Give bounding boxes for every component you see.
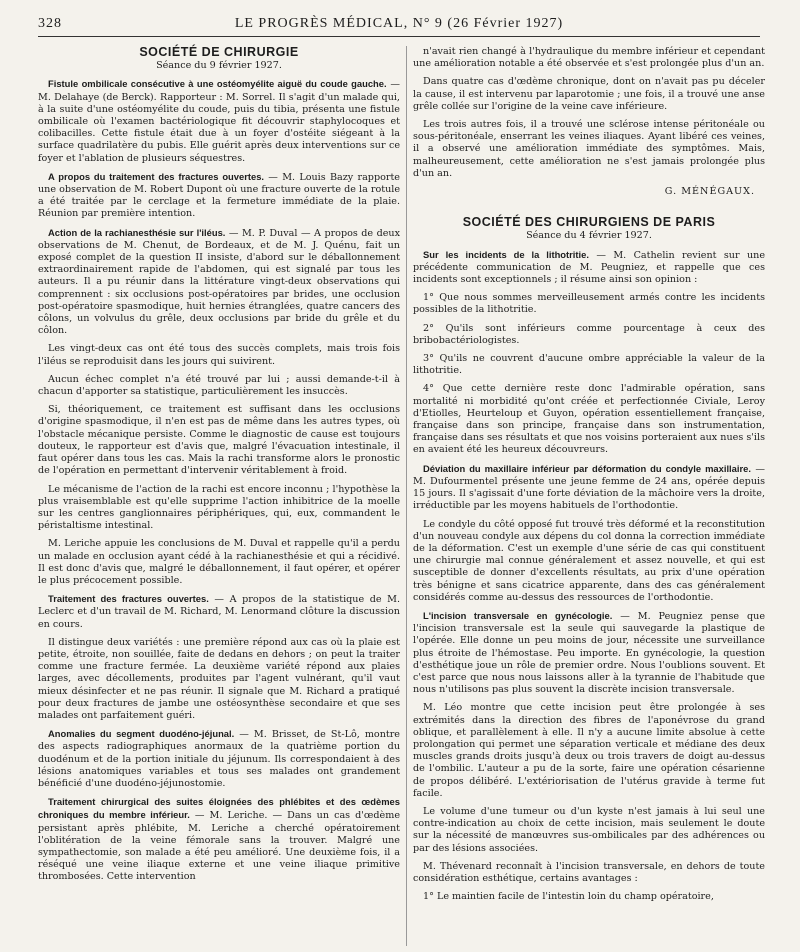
paragraph-text: — M. Dufourmentel présente une jeune femme de 24 ans, opérée depuis 15 jours. Il s'agissait d'une forte déviation de la mâchoire vers la droite, irréductible par les moyens habituels de l'orthodontie.: [413, 463, 765, 512]
paragraph: [38, 227, 400, 338]
paragraph: [38, 538, 400, 587]
paragraph-text: 2° Qu'ils sont inférieurs comme pourcentage à ceux des bribobactériologistes.: [413, 322, 765, 346]
paragraph-text: 4° Que cette dernière reste donc l'admirable opération, sans mortalité ni morbidité qu'ont créée et perfectionnée Civiale, Leroy d'Etiolles, Heurteloup et Guyon, opération essentiellement française, française dans son principe, française dans son instrumentation, française dans ses résultats et que nos voisins porteraient aux nues s'ils en avaient été les heureux découvreurs.: [413, 383, 765, 456]
paragraph: [38, 78, 400, 164]
paragraph: [413, 806, 765, 855]
paragraph-text: Il distingue deux variétés : une première répond aux cas où la plaie est petite, étroite, non souillée, faite de dedans en dehors ; on peut la traiter comme une fracture fermée. La deuxième variété répond aux plaies larges, avec décollements, produites par l'agent vulnérant, qu'il vaut mieux désinfecter et ne pas réunir. Il signale que M. Richard a pratiqué pour deux fractures de jambe une ostéosynthèse secondaire et que ses malades ont parfaitement guéri.: [38, 636, 400, 721]
page-number: 328: [38, 16, 62, 31]
paragraph: [413, 119, 765, 180]
paragraph-heading: Traitement des fractures ouvertes.: [48, 593, 209, 605]
paragraph-text: M. Thévenard reconnaît à l'incision transversale, en dehors de toute considération esthétique, certains avantages :: [413, 860, 765, 884]
column-divider: [406, 46, 407, 946]
paragraph-text: Le volume d'une tumeur ou d'un kyste n'est jamais à lui seul une contre-indication au choix de cette incision, mais seulement le doute sur la nécessité de manœuvres sus-ombilicales par des adhérences ou par des lésions associées.: [413, 805, 765, 854]
running-header: [38, 12, 760, 37]
paragraph: [38, 374, 400, 398]
paragraph-heading: Traitement chirurgical des suites éloignées des phlébites et des œdèmes chroniques du membre inférieur.: [38, 796, 400, 821]
paragraph: [413, 383, 765, 456]
paragraph-text: Le mécanisme de l'action de la rachi est encore inconnu ; l'hypothèse la plus vraisemblable est qu'elle supprime l'action inhibitrice de la moelle sur les centres ganglionnaires périphériques, qui, eux, commandent le péristaltisme intestinal.: [38, 483, 400, 532]
paragraph-text: — M. Cathelin revient sur une précédente communication de M. Peugniez, et rappelle que ces incidents sont exceptionnels ; il résume ainsi son opinion :: [413, 249, 765, 286]
paragraph-text: Le condyle du côté opposé fut trouvé très déformé et la reconstitution d'un nouveau condyle aux dépens du col donna la correction immédiate de la déformation. C'est un exemple d'une série de cas qui constituent une chirurgie mal connue généralement et assez nouvelle, et qui est susceptible de donner d'excellents résultats, au prix d'une opération très bénigne et sans cicatrice apparente, dans des cas généralement considérés comme au-dessus des ressources de l'orthodontie.: [413, 518, 765, 603]
paragraph-heading: L'incision transversale en gynécologie.: [423, 609, 613, 621]
paragraph-heading: Sur les incidents de la lithotritie.: [423, 248, 589, 260]
section-date-chirurgiens-paris: Séance du 4 février 1927.: [526, 230, 652, 242]
paragraph: [413, 353, 765, 377]
paragraph-text: Les vingt-deux cas ont été tous des succès complets, mais trois fois l'iléus se reproduisit dans les jours qui suivirent.: [38, 343, 400, 367]
section-title-chirurgiens-paris: SOCIÉTÉ DES CHIRURGIENS DE PARIS: [462, 215, 716, 230]
paragraph-text: — M. Peugniez pense que l'incision transversale est la seule qui sauvegarde la plastique de l'opérée. Elle donne un peu moins de jour, nécessite une surveillance plus étroite de l'hémostase. Peu importe. En gynécologie, la question d'esthétique joue un rôle de premier ordre. Nous l'oublions souvent. Et c'est parce que nous nous laissons aller à la tyrannie de l'habitude que nous n'utilisons pas plus souvent la discrète incision transversale.: [413, 610, 765, 696]
paragraph-text: Les trois autres fois, il a trouvé une sclérose intense péritonéale ou sous-péritonéale, enserrant les veines iliaques. Ayant libéré ces veines, il a observé une amélioration immédiate des symptômes. Mais, malheureusement, cette amélioration ne s'est jamais prolongée plus d'un an.: [413, 119, 765, 179]
section-date-chirurgie: Séance du 9 février 1927.: [156, 60, 282, 72]
paragraph: [38, 404, 400, 477]
paragraph-text: n'avait rien changé à l'hydraulique du membre inférieur et cependant une amélioration notable a été observée et s'est prolongée plus d'un an.: [413, 46, 765, 70]
journal-title: LE PROGRÈS MÉDICAL, N° 9 (26 Février 1927): [234, 16, 564, 31]
paragraph: [413, 861, 765, 885]
paragraph-heading: Déviation du maxillaire inférieur par déformation du condyle maxillaire.: [423, 462, 751, 474]
paragraph-text: — M. Leriche. — Dans un cas d'œdème persistant après phlébite, M. Leriche a cherché opératoirement l'oblitération de la veine fémorale sans la trouver. Malgré une sympathectomie, son malade a été peu amélioré. Une deuxième fois, il a réséqué une veine iliaque externe et une veine iliaque primitive thrombosées. Cette intervention: [38, 810, 400, 883]
paragraph: [413, 610, 765, 696]
paragraph: [413, 323, 765, 347]
paragraph: [38, 728, 400, 790]
paragraph: [413, 76, 765, 113]
paragraph: [38, 484, 400, 533]
paragraph: [413, 292, 765, 316]
paragraph-text: Aucun échec complet n'a été trouvé par lui ; aussi demande-t-il à chacun d'apporter sa statistique, particulièrement les insuccès.: [38, 373, 400, 398]
paragraph: [38, 343, 400, 367]
paragraph: [413, 463, 765, 513]
left-column: [38, 46, 400, 890]
paragraph: [38, 171, 400, 221]
paragraph: [38, 637, 400, 722]
paragraph-text: M. Léo montre que cette incision peut être prolongée à ses extrémités dans la direction des fibres de l'aponévrose du grand oblique, et parallèlement à elle. Il n'y a aucune limite absolue à cette prolongation qui permet une séparation verticale et médiane des deux muscles grands droits jusqu'à deux ou trois travers de doigt au-dessus de l'ombilic. L'auteur a pu de la sorte, faire une opération césarienne de propos délibéré. L'extériorisation de l'utérus gravide à terme fut facile.: [413, 702, 765, 799]
paragraph-text: — A propos de la statistique de M. Leclerc et d'un travail de M. Richard, M. Lenormand clôture la discussion en cours.: [38, 594, 401, 630]
paragraph-text: 1° Que nous sommes merveilleusement armés contre les incidents possibles de la lithotritie.: [413, 292, 765, 316]
paragraph-heading: A propos du traitement des fractures ouvertes.: [48, 170, 265, 182]
paragraph-text: — M. P. Duval — A propos de deux observations de M. Chenut, de Bordeaux, et de M. J. Quénu, fait un exposé complet de la question II insiste, d'abord sur le déballonnement extraordinairement rapide de l'abdomen, qui est signalé par tous les auteurs. Il a pu réunir dans la littérature vingt-deux observations qui comprennent : six occlusions post-opératoires par brides, une occlusion post-opératoire spasmodique, huit hernies étranglées, quatre cancers des côlons, un volvulus du grêle, deux occlusions par bride du grêle et du côlon.: [38, 227, 400, 337]
paragraph-text: 1° Le maintien facile de l'intestin loin du champ opératoire,: [423, 891, 714, 903]
paragraph-text: — M. Delahaye (de Berck). Rapporteur : M. Sorrel. Il s'agit d'un malade qui, à la suite d'une ostéomyélite du coude, puis du tibia, présenta une fistule ombilicale où l'examen bactériologique fit découvrir staphylocoques et colibacilles. Cette fistule était due à un foyer d'ostéite siégeant à la surface quadrilatère du pubis. Elle guérit après deux interventions sur ce foyer et l'ablation de plusieurs séquestres.: [38, 79, 400, 164]
continuation-paragraphs: [413, 46, 765, 180]
left-paragraphs: [38, 78, 400, 883]
right-column: [413, 46, 765, 909]
paragraph: [413, 891, 765, 903]
paragraph-heading: Anomalies du segment duodéno-jéjunal.: [48, 728, 235, 740]
paragraph: [413, 249, 765, 287]
paragraph-text: — M. Louis Bazy rapporte une observation de M. Robert Dupont où une fracture ouverte de la rotule a été traitée par le cerclage et la fermeture immédiate de la plaie. Réunion par première intention.: [38, 171, 400, 220]
paragraph-text: 3° Qu'ils ne couvrent d'aucune ombre appréciable la valeur de la lithotritie.: [413, 353, 765, 377]
paragraph: [413, 46, 765, 70]
paragraph-heading: Action de la rachianesthésie sur l'iléus.: [48, 226, 226, 238]
right-paragraphs: [413, 249, 765, 904]
paragraph-heading: Fistule ombilicale consécutive à une ostéomyélite aiguë du coude gauche.: [48, 78, 387, 90]
paragraph-text: Dans quatre cas d'œdème chronique, dont on n'avait pas pu déceler la cause, il est intervenu par laparotomie ; une fois, il a trouvé une anse grêle collée sur l'origine de la veine cave inférieure.: [413, 76, 765, 112]
paragraph-text: — M. Brisset, de St-Lô, montre des aspects radiographiques anormaux de la quatrième portion du duodénum et de la portion initiale du jéjunum. Ils correspondaient à des lésions anatomiques variables et tous ses malades ont grandement bénéficié d'une duodéno-jéjunostomie.: [38, 729, 400, 789]
author-signature: G. MÉNÉGAUX.: [664, 186, 755, 198]
paragraph: [38, 796, 400, 883]
section-title-chirurgie: SOCIÉTÉ DE CHIRURGIE: [139, 45, 299, 59]
paragraph: [413, 702, 765, 800]
paragraph-text: M. Leriche appuie les conclusions de M. Duval et rappelle qu'il a perdu un malade en occlusion ayant cédé à la rachianesthésie et qui a récidivé. Il est donc d'avis que, malgré le déballonnement, il faut opérer, et opérer le plus précocement possible.: [38, 538, 400, 586]
paragraph: [38, 593, 400, 631]
paragraph-text: Si, théoriquement, ce traitement est suffisant dans les occlusions d'origine spasmodique, il n'en est pas de même dans les autres types, où l'obstacle mécanique persiste. Comme le diagnostic de cause est toujours douteux, le rapporteur est d'avis que, malgré l'évacuation intestinale, il faut opérer dans tous les cas. Mais la rachi transforme alors le pronostic de l'opération en permettant d'intervenir véritablement à froid.: [38, 404, 400, 477]
paragraph: [413, 519, 765, 604]
